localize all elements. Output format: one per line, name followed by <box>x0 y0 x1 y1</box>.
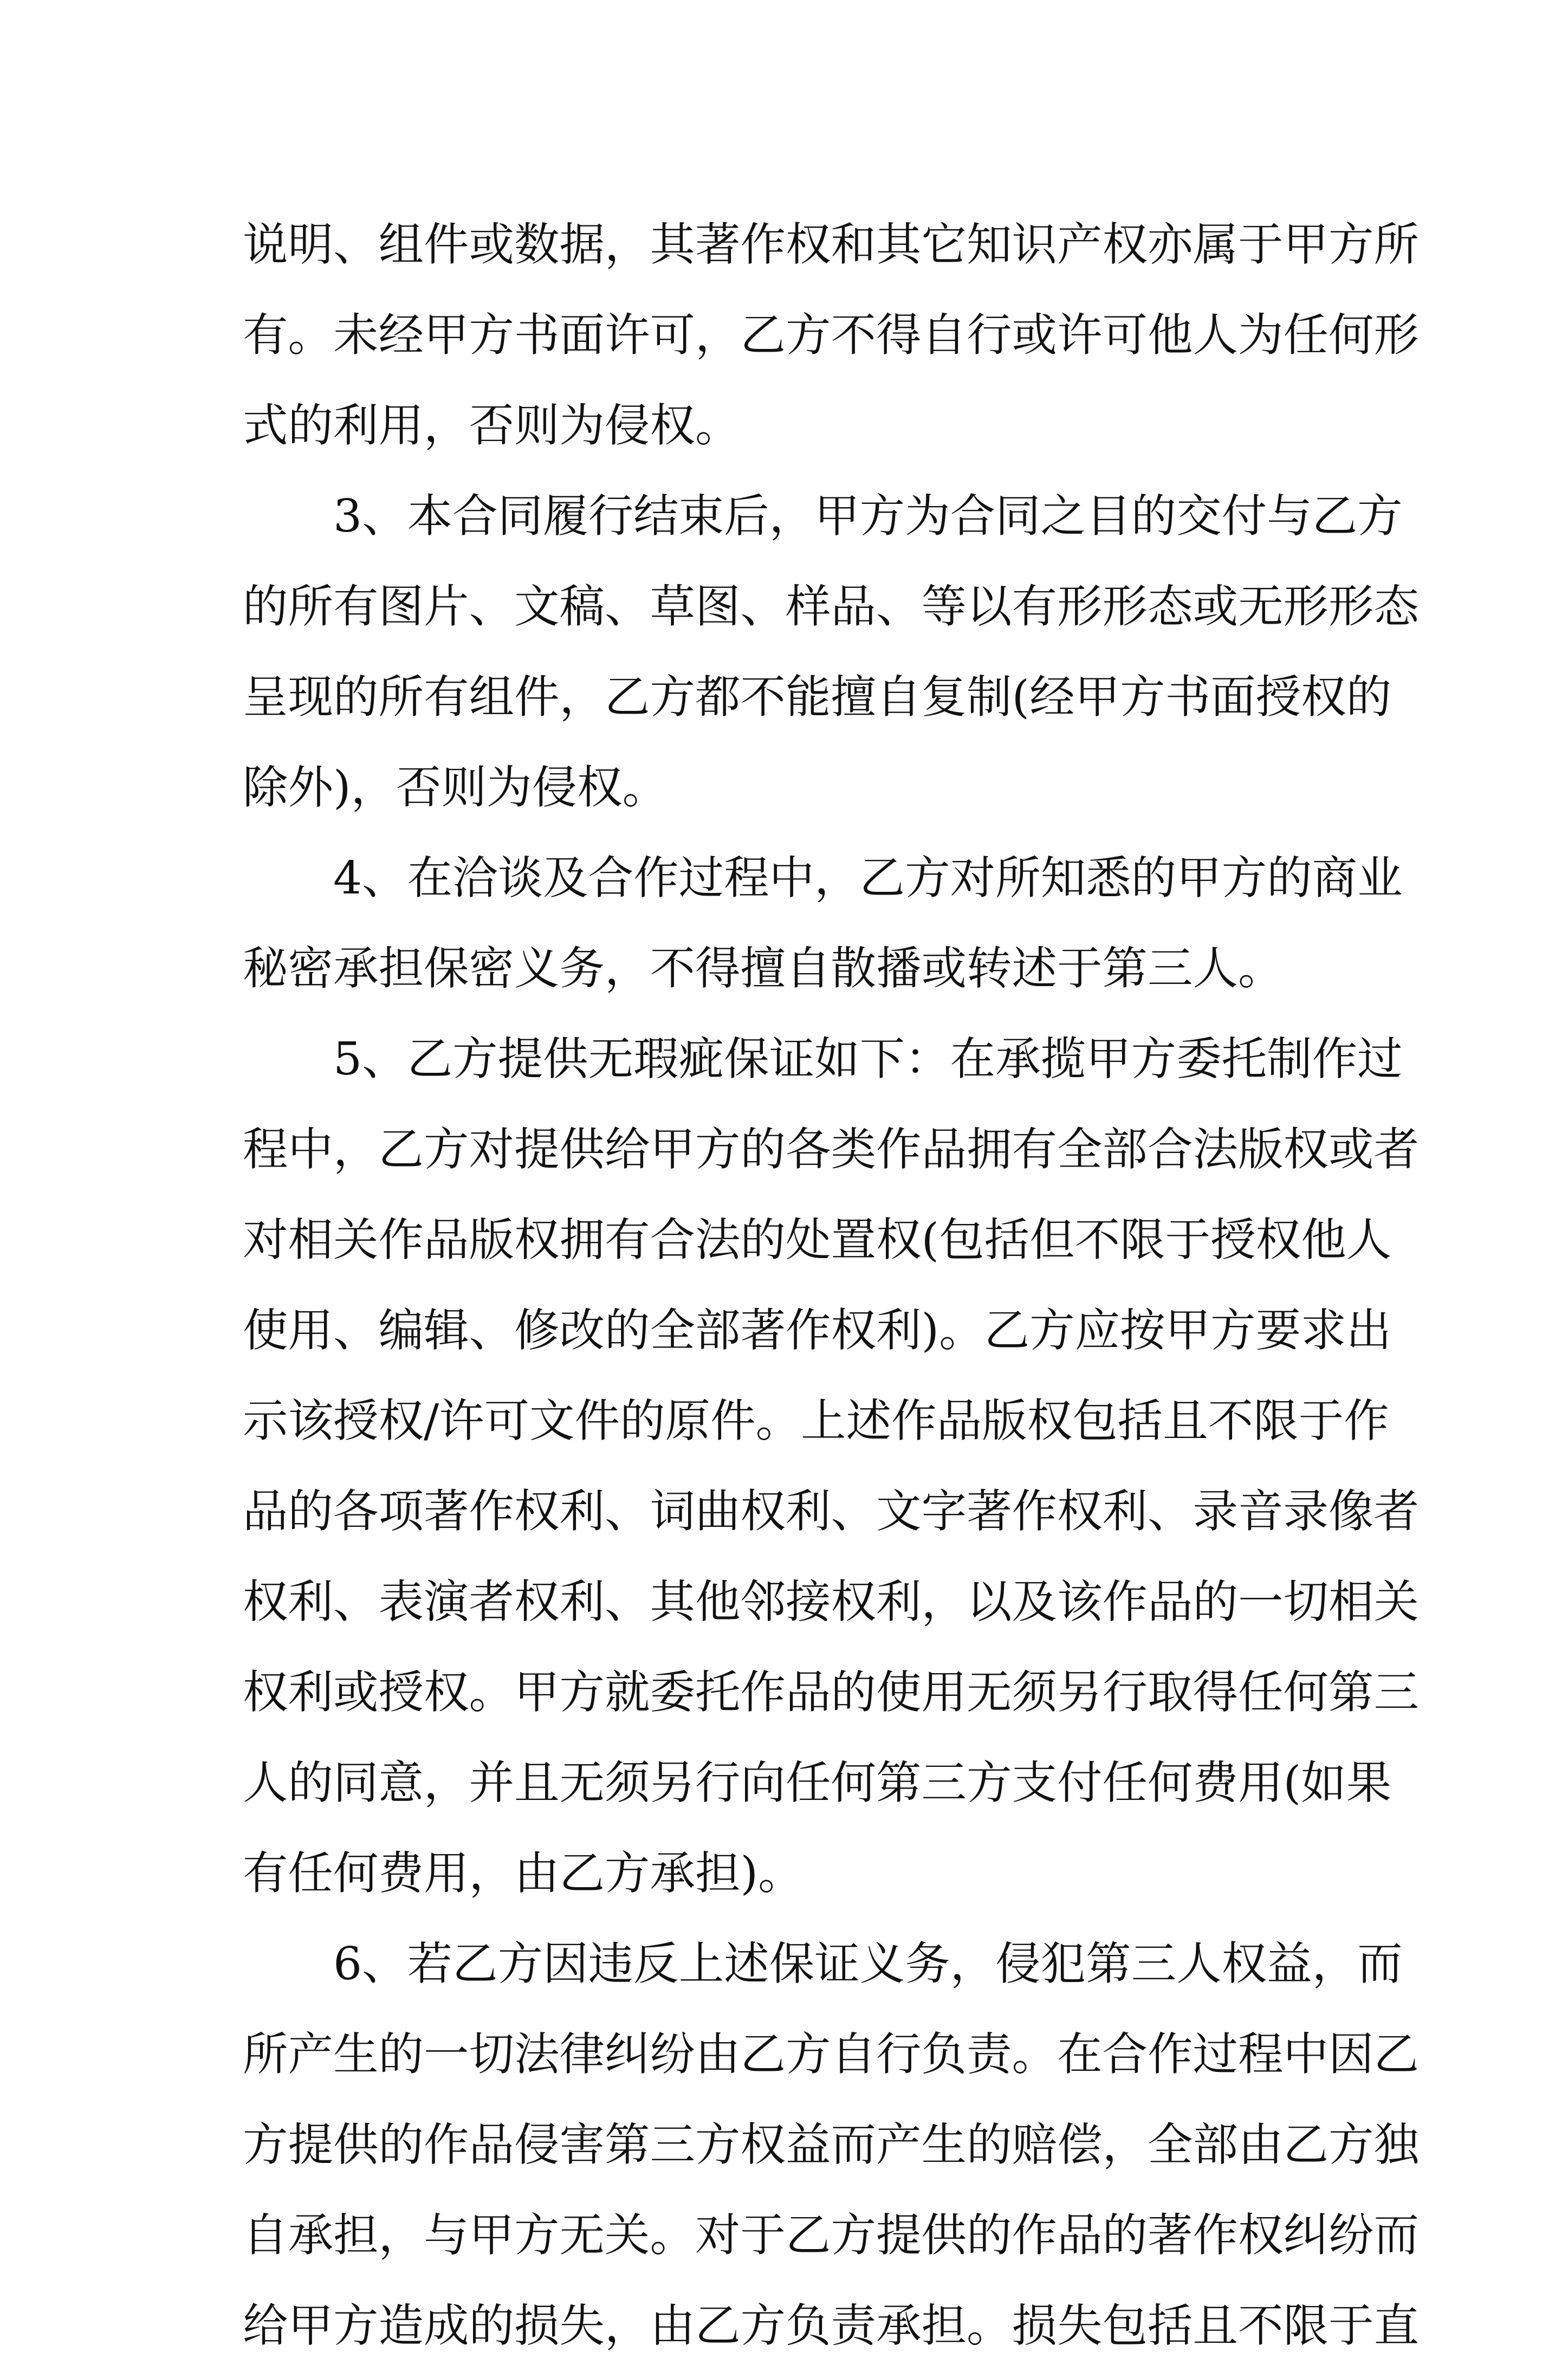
clause-4-line: 4、在洽谈及合作过程中，乙方对所知悉的甲方的商业 <box>333 851 1403 904</box>
text-line: 方提供的作品侵害第三方权益而产生的赔偿，全部由乙方独 <box>243 2118 1419 2171</box>
text-line: 的所有图片、文稿、草图、样品、等以有形形态或无形形态 <box>243 580 1419 633</box>
clause-3-line: 3、本合同履行结束后，甲方为合同之目的交付与乙方 <box>333 489 1403 542</box>
text-line: 有任何费用，由乙方承担)。 <box>243 1847 804 1900</box>
clause-5-line: 5、乙方提供无瑕疵保证如下：在承揽甲方委托制作过 <box>333 1032 1403 1085</box>
text-line: 示该授权/许可文件的原件。上述作品版权包括且不限于作 <box>243 1394 1389 1447</box>
text-line: 人的同意，并且无须另行向任何第三方支付任何费用(如果 <box>243 1756 1392 1809</box>
text-line: 给甲方造成的损失，由乙方负责承担。损失包括且不限于直 <box>243 2299 1419 2352</box>
text-line: 秘密承担保密义务，不得擅自散播或转述于第三人。 <box>243 942 1284 995</box>
clause-6-line: 6、若乙方因违反上述保证义务，侵犯第三人权益，而 <box>333 1937 1403 1990</box>
text-line: 权利或授权。甲方就委托作品的使用无须另行取得任何第三 <box>243 1666 1419 1719</box>
text-line: 自承担，与甲方无关。对于乙方提供的作品的著作权纠纷而 <box>243 2208 1419 2262</box>
text-line: 品的各项著作权利、词曲权利、文字著作权利、录音录像者 <box>243 1485 1419 1538</box>
text-line: 程中，乙方对提供给甲方的各类作品拥有全部合法版权或者 <box>243 1123 1419 1176</box>
text-line: 使用、编辑、修改的全部著作权利)。乙方应按甲方要求出 <box>243 1304 1392 1357</box>
text-line: 说明、组件或数据，其著作权和其它知识产权亦属于甲方所 <box>243 218 1419 271</box>
text-line: 除外)，否则为侵权。 <box>243 761 668 814</box>
text-line: 所产生的一切法律纠纷由乙方自行负责。在合作过程中因乙 <box>243 2027 1419 2081</box>
document-body <box>243 199 1419 2371</box>
text-line: 对相关作品版权拥有合法的处置权(包括但不限于授权他人 <box>243 1213 1392 1266</box>
text-line: 式的利用，否则为侵权。 <box>243 399 741 452</box>
text-line: 呈现的所有组件，乙方都不能擅自复制(经甲方书面授权的 <box>243 670 1392 723</box>
text-line: 权利、表演者权利、其他邻接权利，以及该作品的一切相关 <box>243 1575 1419 1628</box>
text-line: 有。未经甲方书面许可，乙方不得自行或许可他人为任何形 <box>243 308 1419 361</box>
